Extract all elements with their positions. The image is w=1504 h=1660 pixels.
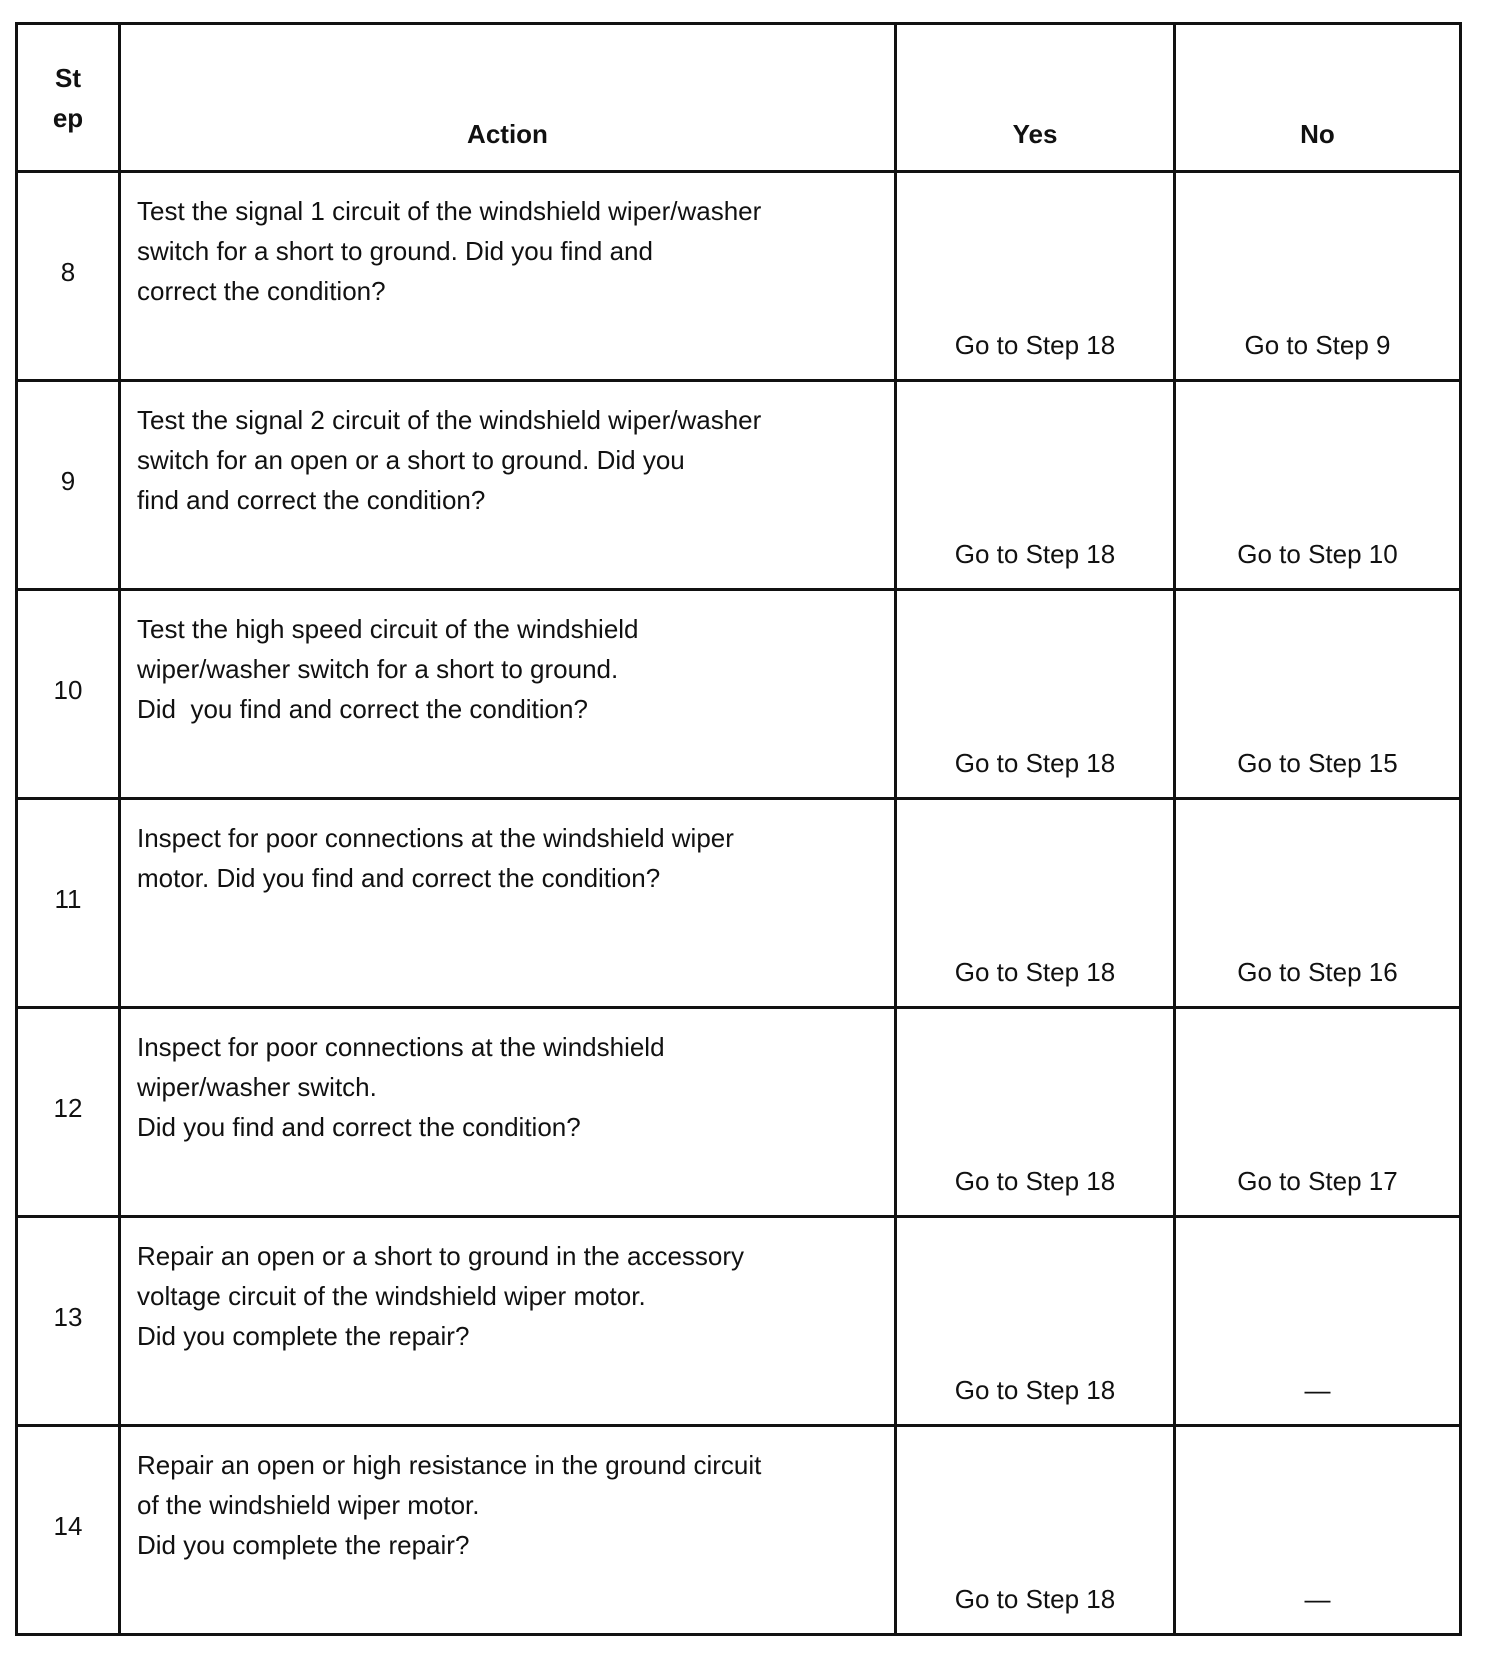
- no-cell: —: [1175, 1217, 1461, 1426]
- yes-cell: Go to Step 18: [896, 172, 1175, 381]
- action-line: Did you find and correct the condition?: [137, 694, 588, 724]
- action-line: voltage circuit of the windshield wiper motor.: [137, 1281, 646, 1311]
- action-cell: [120, 1217, 896, 1426]
- action-line: find and correct the condition?: [137, 485, 486, 515]
- action-line: Did you find and correct the condition?: [137, 1112, 581, 1142]
- action-line: Did you complete the repair?: [137, 1530, 470, 1560]
- step-number: 10: [17, 590, 120, 799]
- no-cell: Go to Step 17: [1175, 1008, 1461, 1217]
- action-line: switch for a short to ground. Did you find and: [137, 236, 653, 266]
- action-cell: [120, 1008, 896, 1217]
- action-line: wiper/washer switch.: [137, 1072, 377, 1102]
- step-number: 8: [17, 172, 120, 381]
- yes-column-header: Yes: [896, 24, 1175, 172]
- yes-cell: Go to Step 18: [896, 1426, 1175, 1635]
- yes-cell: Go to Step 18: [896, 1217, 1175, 1426]
- yes-cell: Go to Step 18: [896, 1008, 1175, 1217]
- table-row: [17, 799, 1461, 1008]
- step-column-header: [17, 24, 120, 172]
- action-line: correct the condition?: [137, 276, 386, 306]
- step-number: 11: [17, 799, 120, 1008]
- action-cell: [120, 1426, 896, 1635]
- action-line: Test the high speed circuit of the windshield: [137, 614, 639, 644]
- action-line: wiper/washer switch for a short to ground.: [137, 654, 619, 684]
- diagnostic-table: [15, 22, 1462, 1636]
- step-number: 13: [17, 1217, 120, 1426]
- table-row: [17, 1217, 1461, 1426]
- no-cell: —: [1175, 1426, 1461, 1635]
- action-line: Repair an open or high resistance in the ground circuit: [137, 1450, 762, 1480]
- no-column-header: No: [1175, 24, 1461, 172]
- action-cell: [120, 590, 896, 799]
- table-row: [17, 590, 1461, 799]
- action-column-header: Action: [120, 24, 896, 172]
- action-cell: [120, 799, 896, 1008]
- action-line: Test the signal 2 circuit of the windshield wiper/washer: [137, 405, 762, 435]
- yes-cell: Go to Step 18: [896, 799, 1175, 1008]
- no-cell: Go to Step 10: [1175, 381, 1461, 590]
- yes-cell: Go to Step 18: [896, 590, 1175, 799]
- action-line: switch for an open or a short to ground. Did you: [137, 445, 685, 475]
- action-line: Inspect for poor connections at the windshield wiper: [137, 823, 734, 853]
- action-line: of the windshield wiper motor.: [137, 1490, 480, 1520]
- table-row: [17, 172, 1461, 381]
- step-header-line1: St: [55, 62, 81, 93]
- step-header-line2: ep: [52, 102, 84, 133]
- step-number: 9: [17, 381, 120, 590]
- action-cell: [120, 172, 896, 381]
- table-row: [17, 381, 1461, 590]
- yes-cell: Go to Step 18: [896, 381, 1175, 590]
- action-line: Repair an open or a short to ground in the accessory: [137, 1241, 745, 1271]
- step-number: 12: [17, 1008, 120, 1217]
- step-number: 14: [17, 1426, 120, 1635]
- no-cell: Go to Step 16: [1175, 799, 1461, 1008]
- action-cell: [120, 381, 896, 590]
- table-row: [17, 1426, 1461, 1635]
- table-row: [17, 1008, 1461, 1217]
- action-line: motor. Did you find and correct the condition?: [137, 863, 661, 893]
- action-line: Inspect for poor connections at the windshield: [137, 1032, 665, 1062]
- no-cell: Go to Step 15: [1175, 590, 1461, 799]
- no-cell: Go to Step 9: [1175, 172, 1461, 381]
- header-row: [17, 24, 1461, 172]
- action-line: Test the signal 1 circuit of the windshield wiper/washer: [137, 196, 762, 226]
- action-line: Did you complete the repair?: [137, 1321, 470, 1351]
